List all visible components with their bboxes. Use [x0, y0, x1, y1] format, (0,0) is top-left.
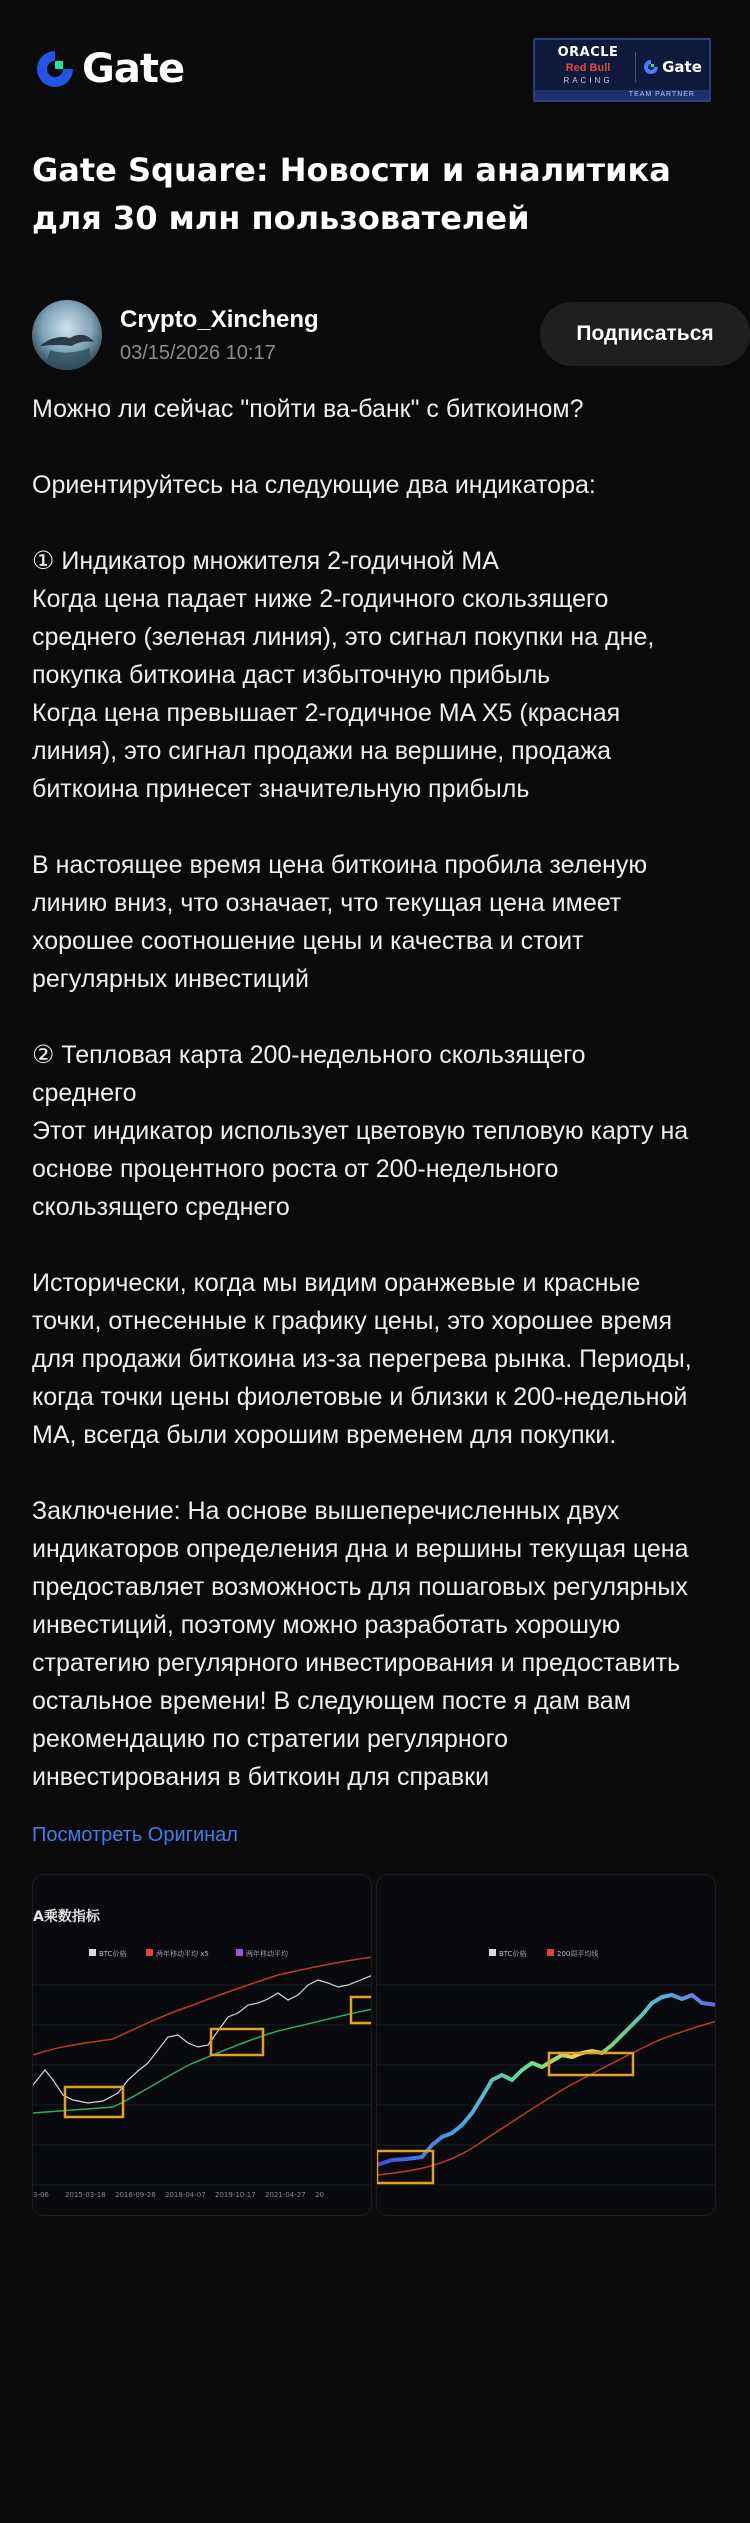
- view-original-link[interactable]: Посмотреть Оригинал: [32, 1824, 238, 1846]
- post-text-line: Ориентируйтесь на следующие два индикатора:: [32, 471, 596, 499]
- post-text-line: ① Индикатор множителя 2-годичной MA: [32, 547, 499, 575]
- post-text-line: индикаторов определения дна и вершины текущая цена: [32, 1535, 689, 1563]
- post-text-line: рекомендацию по стратегии регулярного: [32, 1725, 509, 1753]
- legend-swatch: [89, 1949, 96, 1956]
- post-text-line: когда точки цены фиолетовые и близки к 200-недельной: [32, 1383, 688, 1411]
- post-image-1[interactable]: [32, 1874, 372, 2216]
- logo-text: Gate: [82, 46, 185, 92]
- gate-logo-icon: [34, 48, 76, 90]
- header: [0, 0, 750, 140]
- legend-label: BTC价格: [499, 1950, 527, 1958]
- post-text-line: Можно ли сейчас "пойти ва-банк" с биткоином?: [32, 395, 584, 423]
- paragraph-spacer: [32, 1226, 722, 1264]
- legend-swatch: [547, 1949, 554, 1956]
- legend-swatch: [489, 1949, 496, 1956]
- post-text-line: основе процентного роста от 200-недельного: [32, 1155, 559, 1183]
- post-text-line: Заключение: На основе вышеперечисленных двух: [32, 1497, 620, 1525]
- post-text-line: В настоящее время цена биткоина пробила зеленую: [32, 851, 648, 879]
- post-body: [32, 390, 722, 1796]
- paragraph-spacer: [32, 1454, 722, 1492]
- paragraph-spacer: [32, 998, 722, 1036]
- post-text-line: ② Тепловая карта 200-недельного скользящего: [32, 1041, 586, 1069]
- post-text-line: MA, всегда были хорошим временем для покупки.: [32, 1421, 617, 1449]
- post-text-line: регулярных инвестиций: [32, 965, 309, 993]
- x-tick: 2019-10-17: [215, 2191, 256, 2199]
- post-text-line: линию вниз, что означает, что текущая цена имеет: [32, 889, 622, 917]
- chart-title: A乘数指标: [33, 1909, 100, 1925]
- post-text-line: точки, отнесенные к графику цены, это хорошее время: [32, 1307, 673, 1335]
- legend-label: BTC价格: [99, 1950, 127, 1958]
- legend-label: 两年移动平均: [246, 1950, 288, 1958]
- gate-mini-icon: [643, 59, 659, 75]
- racing-text: RACING: [563, 76, 613, 85]
- x-tick: 2015-03-18: [65, 2191, 106, 2199]
- x-tick: 2018-04-07: [165, 2191, 206, 2199]
- redbull-text: Red Bull: [565, 62, 611, 74]
- 200w-heatmap-chart: [377, 1875, 716, 2216]
- post-text-line: стратегию регулярного инвестирования и предоставить: [32, 1649, 681, 1677]
- x-tick: 3-06: [33, 2191, 49, 2199]
- oracle-redbull-racing-logo: [545, 46, 631, 92]
- partner-gate-logo: [635, 52, 709, 82]
- post-text-line: инвестирования в биткоин для справки: [32, 1763, 490, 1791]
- post-text-line: скользящего среднего: [32, 1193, 290, 1221]
- post-text-line: Исторически, когда мы видим оранжевые и красные: [32, 1269, 641, 1297]
- post-text-line: биткоина принесет значительную прибыль: [32, 775, 530, 803]
- mayer-multiple-chart: [33, 1875, 372, 2216]
- oracle-text: ORACLE: [557, 45, 619, 60]
- chart-legend: [89, 1949, 288, 1958]
- post-text-line: среднего: [32, 1079, 137, 1107]
- paragraph-spacer: [32, 504, 722, 542]
- team-partner-text: TEAM PARTNER: [535, 90, 709, 100]
- partner-gate-text: Gate: [662, 58, 702, 76]
- post-text-line: покупка биткоина даст избыточную прибыль: [32, 661, 551, 689]
- post-text-line: среднего (зеленая линия), это сигнал покупки на дне,: [32, 623, 655, 651]
- partner-banner[interactable]: [533, 38, 711, 102]
- legend-label: 两年移动平均 x5: [156, 1950, 209, 1958]
- post-text-line: Этот индикатор использует цветовую тепловую карту на: [32, 1117, 689, 1145]
- paragraph-spacer: [32, 808, 722, 846]
- gate-logo[interactable]: [34, 44, 184, 94]
- x-tick: 2016-09-26: [115, 2191, 156, 2199]
- author-name[interactable]: Crypto_Xincheng: [120, 306, 319, 333]
- legend-swatch: [146, 1949, 153, 1956]
- author-row: [32, 298, 722, 374]
- page-title: Gate Square: Новости и аналитика для 30 млн пользователей: [32, 151, 671, 237]
- avatar-image: [32, 300, 102, 370]
- x-axis-ticks: [33, 2191, 324, 2199]
- post-date: 03/15/2026 10:17: [120, 342, 276, 364]
- post-text-line: для продажи биткоина из-за перегрева рынка. Периоды,: [32, 1345, 692, 1373]
- post-text-line: предоставляет возможность для пошаговых регулярных: [32, 1573, 688, 1601]
- post-text-line: Когда цена превышает 2-годичное MA X5 (красная: [32, 699, 621, 727]
- x-tick: 20: [315, 2191, 324, 2199]
- follow-button[interactable]: Подписаться: [540, 302, 750, 366]
- paragraph-spacer: [32, 428, 722, 466]
- legend-swatch: [236, 1949, 243, 1956]
- avatar[interactable]: [32, 300, 102, 370]
- post-text-line: линия), это сигнал продажи на вершине, продажа: [32, 737, 612, 765]
- post-text-line: хорошее соотношение цены и качества и стоит: [32, 927, 584, 955]
- post-text-line: остальное времени! В следующем посте я дам вам: [32, 1687, 631, 1715]
- post-image-2[interactable]: [376, 1874, 716, 2216]
- legend-label: 200周平均线: [557, 1950, 599, 1958]
- post-text-line: инвестиций, поэтому можно разработать хорошую: [32, 1611, 621, 1639]
- post-text-line: Когда цена падает ниже 2-годичного скользящего: [32, 585, 609, 613]
- x-tick: 2021-04-27: [265, 2191, 306, 2199]
